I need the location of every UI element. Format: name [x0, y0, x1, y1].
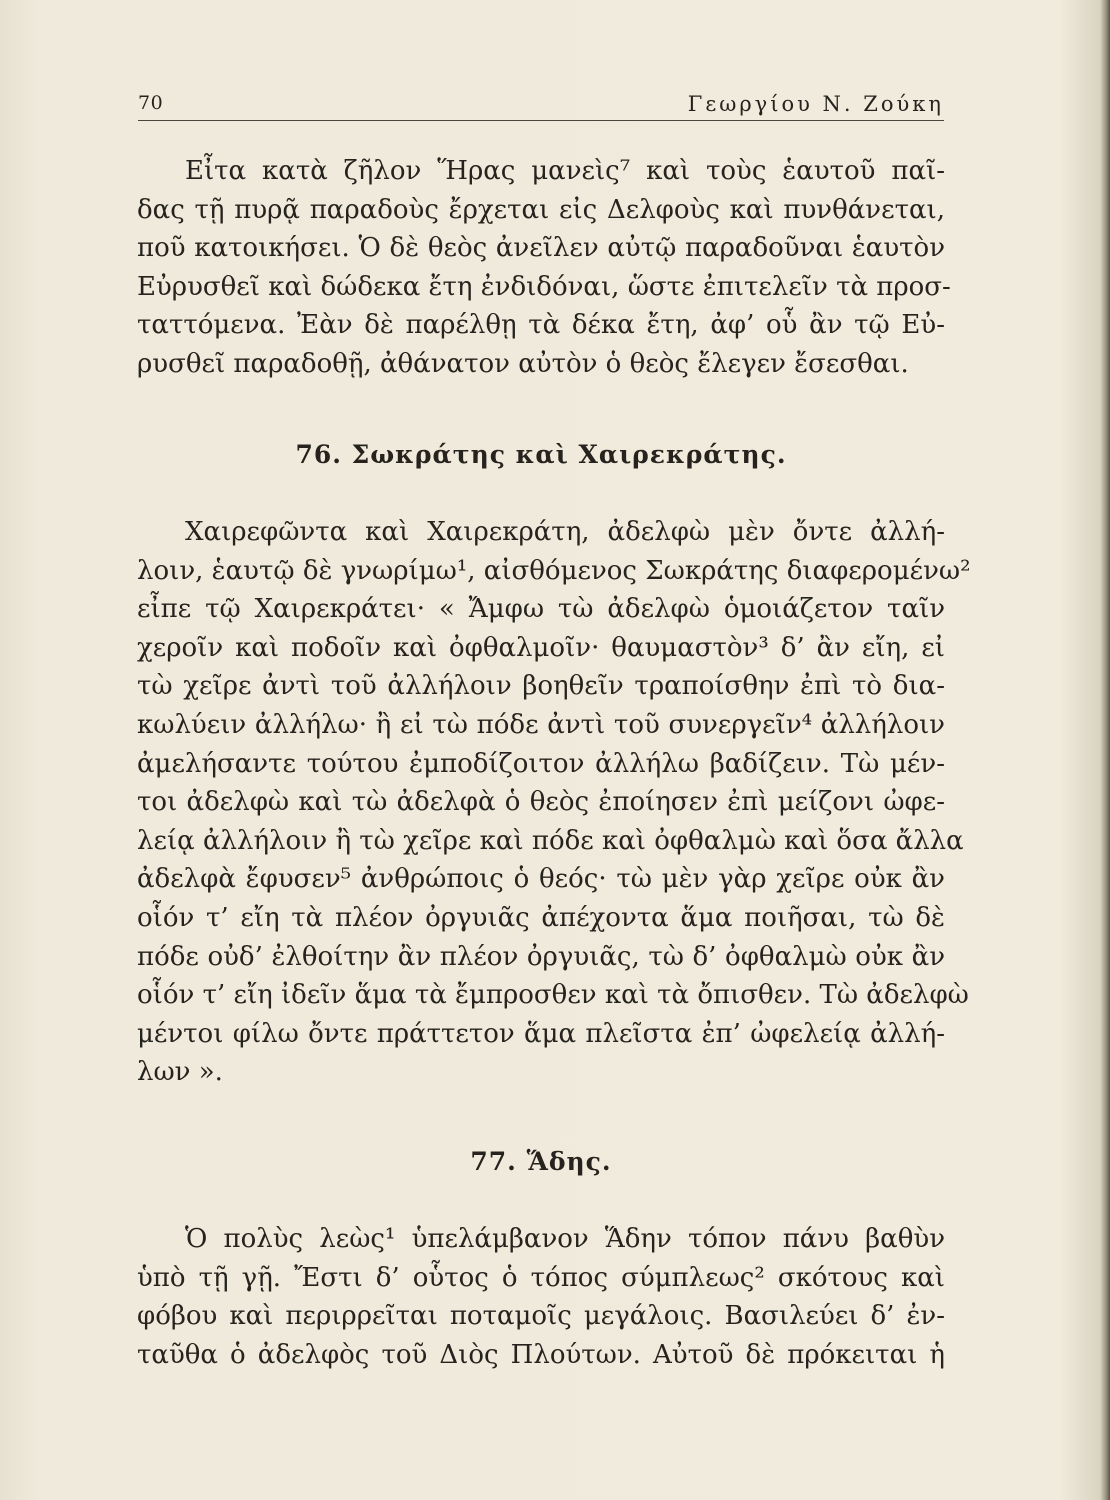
- text-line: οἷόν τ’ εἴη ἰδεῖν ἅμα τὰ ἔμπροσθεν καὶ τὰ ὄπισθεν. Τὼ ἀδελφὼ: [137, 980, 969, 1011]
- page-number: 70: [138, 92, 164, 114]
- section-title-77: 77. Ἅδης.: [470, 1147, 612, 1176]
- text-line: τοι ἀδελφὼ καὶ τὼ ἀδελφὰ ὁ θεὸς ἐποίησεν ἐπὶ μείζονι ὠφε-: [137, 787, 945, 818]
- text-line: Ὁ πολὺς λεὼς¹ ὑπελάμβανον Ἅδην τόπον πάνυ βαθὺν: [185, 1224, 945, 1254]
- text-line: λων ».: [137, 1057, 223, 1088]
- paragraph-hades: [137, 1220, 945, 1374]
- text-line: ταῦθα ὁ ἀδελφὸς τοῦ Διὸς Πλούτων. Αὐτοῦ δὲ πρόκειται ἡ: [137, 1339, 945, 1370]
- text-line: λείᾳ ἀλλήλοιν ἢ τὼ χεῖρε καὶ πόδε καὶ ὀφθαλμὼ καὶ ὅσα ἄλλα: [137, 825, 964, 856]
- paragraph-heracles: [137, 152, 951, 384]
- text-line: ἀμελήσαντε τούτου ἐμποδίζοιτον ἀλλήλω βαδίζειν. Τὼ μέν-: [137, 748, 945, 779]
- text-line: φόβου καὶ περιρρεῖται ποταμοῖς μεγάλοις. Βασιλεύει δ’ ἐν-: [137, 1301, 945, 1332]
- text-line: δας τῇ πυρᾷ παραδοὺς ἔρχεται εἰς Δελφοὺς καὶ πυνθάνεται,: [137, 194, 945, 225]
- text-line: εἶπε τῷ Χαιρεκράτει· « Ἄμφω τὼ ἀδελφὼ ὁμοιάζετον ταῖν: [137, 594, 945, 625]
- page-header: [138, 90, 944, 121]
- text-line: τὼ χεῖρε ἀντὶ τοῦ ἀλλήλοιν βοηθεῖν τραποίσθην ἐπὶ τὸ δια-: [137, 671, 945, 702]
- text-line: ὑπὸ τῇ γῇ. Ἔστι δ’ οὗτος ὁ τόπος σύμπλεως² σκότους καὶ: [137, 1262, 945, 1293]
- text-line: ποῦ κατοικήσει. Ὁ δὲ θεὸς ἀνεῖλεν αὐτῷ παραδοῦναι ἑαυτὸν: [137, 233, 945, 264]
- running-head: Γεωργίου Ν. Ζούκη: [687, 92, 944, 116]
- text-line: χεροῖν καὶ ποδοῖν καὶ ὀφθαλμοῖν· θαυμαστὸν³ δ’ ἂν εἴη, εἰ: [137, 632, 945, 663]
- text-line: Χαιρεφῶντα καὶ Χαιρεκράτη, ἀδελφὼ μὲν ὄντε ἀλλή-: [185, 517, 945, 547]
- text-line: Εἶτα κατὰ ζῆλον Ἥρας μανεὶς⁷ καὶ τοὺς ἑαυτοῦ παῖ-: [185, 156, 945, 186]
- text-line: κωλύειν ἀλλήλω· ἢ εἰ τὼ πόδε ἀντὶ τοῦ συνεργεῖν⁴ ἀλλήλοιν: [137, 709, 945, 740]
- paragraph-socrates: [137, 513, 971, 1092]
- text-line: μέντοι φίλω ὄντε πράττετον ἅμα πλεῖστα ἐπ’ ὠφελείᾳ ἀλλή-: [137, 1018, 945, 1049]
- text-line: λοιν, ἑαυτῷ δὲ γνωρίμω¹, αἰσθόμενος Σωκράτης διαφερομένω²: [137, 555, 971, 586]
- text-line: οἷόν τ’ εἴη τὰ πλέον ὀργυιᾶς ἀπέχοντα ἅμα ποιῆσαι, τὼ δὲ: [137, 902, 945, 933]
- text-line: πόδε οὐδ’ ἐλθοίτην ἂν πλέον ὀργυιᾶς, τὼ δ’ ὀφθαλμὼ οὐκ ἂν: [137, 941, 945, 972]
- text-line: ρυσθεῖ παραδοθῇ, ἀθάνατον αὐτὸν ὁ θεὸς ἔλεγεν ἔσεσθαι.: [137, 348, 909, 379]
- section-title-76: 76. Σωκράτης καὶ Χαιρεκράτης.: [295, 440, 787, 469]
- text-line: ταττόμενα. Ἐὰν δὲ παρέλθῃ τὰ δέκα ἔτη, ἀφ’ οὗ ἂν τῷ Εὐ-: [137, 310, 945, 341]
- text-line: Εὐρυσθεῖ καὶ δώδεκα ἔτη ἐνδιδόναι, ὥστε ἐπιτελεῖν τὰ προσ-: [137, 271, 951, 302]
- text-line: ἀδελφὰ ἔφυσεν⁵ ἀνθρώποις ὁ θεός· τὼ μὲν γὰρ χεῖρε οὐκ ἂν: [137, 864, 945, 895]
